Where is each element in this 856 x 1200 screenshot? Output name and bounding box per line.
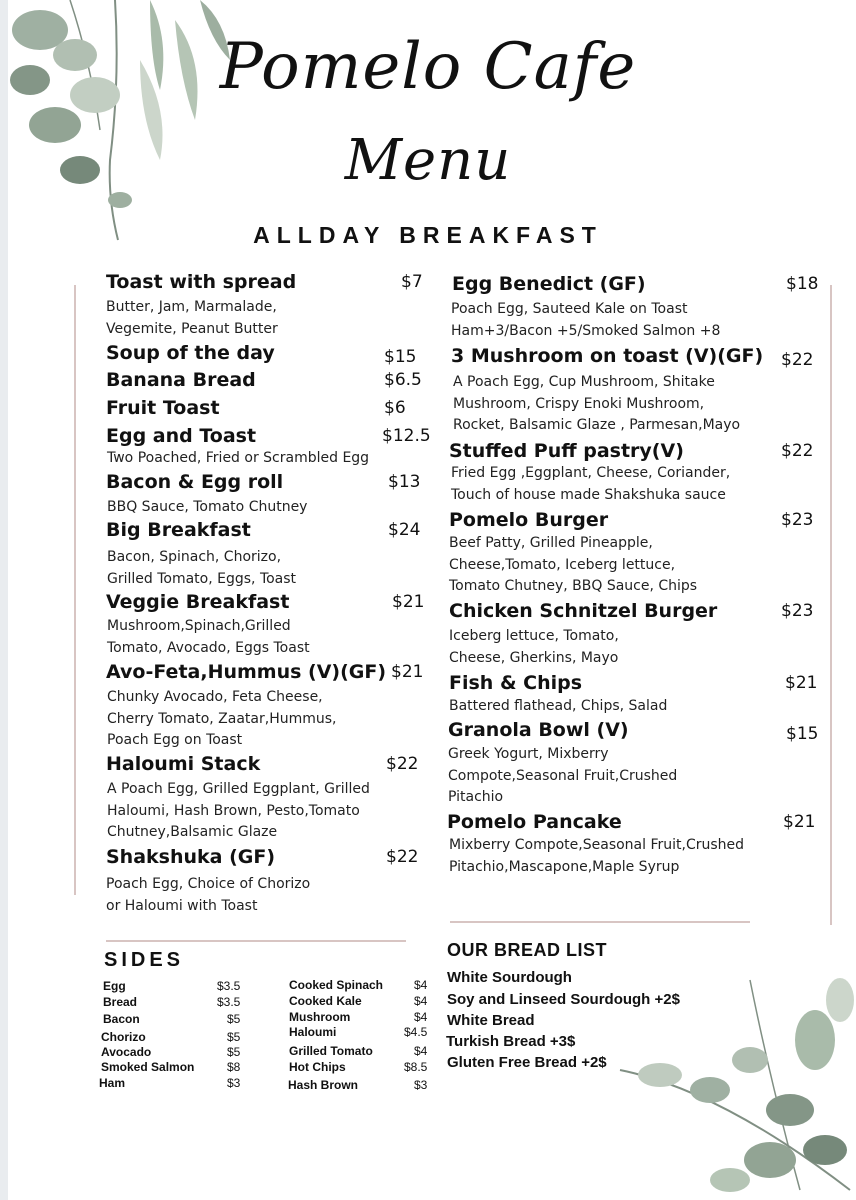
divider-sides-top	[106, 940, 406, 942]
item-price: $23	[781, 601, 814, 621]
item-name: Shakshuka (GF)	[106, 846, 276, 868]
item-name: Avo-Feta,Hummus (V)(GF)	[106, 661, 387, 683]
item-price: $23	[781, 510, 814, 530]
item-description: Poach Egg, Sauteed Kale on Toast Ham+3/Bacon +5/Smoked Salmon +8	[451, 301, 721, 339]
bread-item: Gluten Free Bread +2$	[447, 1054, 607, 1071]
section-title-allday-breakfast: ALLDAY BREAKFAST	[253, 222, 603, 248]
bread-item: White Bread	[447, 1012, 535, 1029]
item-name: Granola Bowl (V)	[448, 719, 629, 741]
item-description: BBQ Sauce, Tomato Chutney	[107, 499, 308, 515]
item-description: Two Poached, Fried or Scrambled Egg	[107, 450, 370, 466]
item-name: Fruit Toast	[106, 397, 220, 419]
item-description: Butter, Jam, Marmalade, Vegemite, Peanut Butter	[106, 299, 278, 337]
item-name: Stuffed Puff pastry(V)	[449, 440, 684, 462]
item-name: Egg and Toast	[106, 425, 257, 447]
item-name: Big Breakfast	[106, 519, 251, 541]
item-name: Chicken Schnitzel Burger	[449, 600, 718, 622]
item-description: Iceberg lettuce, Tomato, Cheese, Gherkins, Mayo	[449, 628, 619, 666]
item-price: $21	[785, 673, 818, 693]
item-name: Egg Benedict (GF)	[452, 273, 646, 295]
sides-title: SIDES	[104, 949, 185, 971]
item-description: Beef Patty, Grilled Pineapple, Cheese,Tomato, Iceberg lettuce, Tomato Chutney, BBQ Sauce, Chips	[449, 535, 698, 594]
item-price: $6	[384, 398, 406, 418]
item-price: $22	[781, 350, 814, 370]
item-price: $15	[786, 724, 819, 744]
item-description: Greek Yogurt, Mixberry Compote,Seasonal Fruit,Crushed Pitachio	[448, 746, 678, 805]
item-description: A Poach Egg, Cup Mushroom, Shitake Mushroom, Crispy Enoki Mushroom, Rocket, Balsamic Glaze , Parmesan,Mayo	[453, 374, 741, 433]
item-name: Pomelo Pancake	[447, 811, 622, 833]
menu-subtitle: Menu	[344, 128, 512, 193]
item-price: $12.5	[382, 426, 431, 446]
bread-item: Soy and Linseed Sourdough +2$	[447, 991, 680, 1008]
item-description: Mushroom,Spinach,Grilled Tomato, Avocado, Eggs Toast	[107, 618, 310, 656]
bread-list-title: OUR BREAD LIST	[447, 940, 607, 960]
bread-item: Turkish Bread +3$	[446, 1033, 576, 1050]
divider-right	[830, 285, 832, 925]
item-description: Chunky Avocado, Feta Cheese, Cherry Tomato, Zaatar,Hummus, Poach Egg on Toast	[107, 689, 337, 748]
divider-left	[74, 285, 76, 895]
item-price: $22	[781, 441, 814, 461]
item-price: $24	[388, 520, 421, 540]
item-name: 3 Mushroom on toast (V)(GF)	[451, 345, 764, 367]
item-price: $21	[391, 662, 424, 682]
item-description: Fried Egg ,Eggplant, Cheese, Coriander, Touch of house made Shakshuka sauce	[451, 465, 731, 503]
item-name: Soup of the day	[106, 342, 275, 364]
item-price: $15	[384, 347, 417, 367]
item-name: Banana Bread	[106, 369, 256, 391]
item-price: $22	[386, 754, 419, 774]
item-description: Bacon, Spinach, Chorizo, Grilled Tomato, Eggs, Toast	[107, 549, 297, 587]
item-price: $21	[392, 592, 425, 612]
item-price: $6.5	[384, 370, 422, 390]
cafe-title: Pomelo Cafe	[219, 30, 637, 104]
divider-bread-top	[450, 921, 750, 923]
item-name: Toast with spread	[106, 271, 297, 293]
item-description: Mixberry Compote,Seasonal Fruit,Crushed Pitachio,Mascapone,Maple Syrup	[449, 837, 745, 875]
bread-item: White Sourdough	[447, 969, 572, 986]
item-price: $21	[783, 812, 816, 832]
item-price: $13	[388, 472, 421, 492]
item-name: Haloumi Stack	[106, 753, 261, 775]
item-description: Poach Egg, Choice of Chorizo or Haloumi with Toast	[106, 876, 311, 914]
item-name: Pomelo Burger	[449, 509, 609, 531]
item-name: Veggie Breakfast	[106, 591, 290, 613]
item-name: Fish & Chips	[449, 672, 583, 694]
item-description: A Poach Egg, Grilled Eggplant, Grilled Haloumi, Hash Brown, Pesto,Tomato Chutney,Balsamic Glaze	[107, 781, 370, 840]
item-price: $22	[386, 847, 419, 867]
item-price: $18	[786, 274, 819, 294]
item-price: $7	[401, 272, 423, 292]
item-name: Bacon & Egg roll	[106, 471, 284, 493]
item-description: Battered flathead, Chips, Salad	[449, 698, 668, 714]
